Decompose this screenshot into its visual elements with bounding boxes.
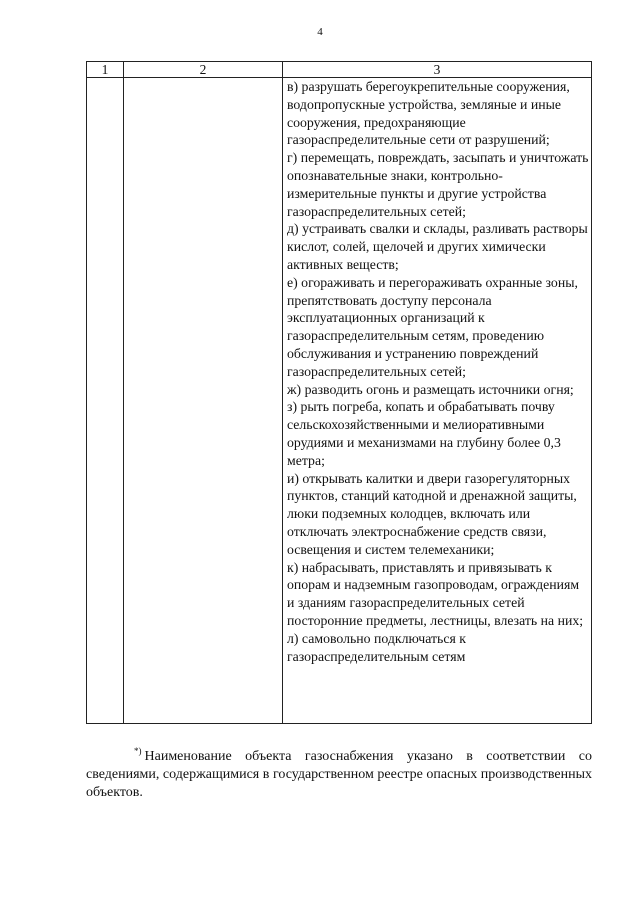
table-row <box>87 78 592 724</box>
footnote-marker: *) <box>134 746 142 756</box>
page-number: 4 <box>317 26 323 38</box>
footnote <box>86 742 592 802</box>
list-item-g: г) перемещать, повреждать, засыпать и уничтожать опознавательные знаки, контрольно-измерительные пункты и другие устройства газораспределительных сетей; <box>287 150 589 219</box>
list-item-l: л) самовольно подключаться к газораспределительным сетям <box>287 630 466 664</box>
list-item-i: и) открывать калитки и двери газорегуляторных пунктов, станций катодной и дренажной защиты, люки подземных колодцев, включать или отключать электроснабжение средств связи, освещения и систем телемеханики; <box>287 470 577 557</box>
list-item-v: в) разрушать берегоукрепительные сооружения, водопропускные устройства, земляные и иные сооружения, предохраняющие газораспределительные сети от разрушений; <box>287 79 570 148</box>
header-cell-3: 3 <box>283 62 592 78</box>
list-item-z: з) рыть погреба, копать и обрабатывать почву сельскохозяйственными и мелиоративными орудиями и механизмами на глубину более 0,3 метра; <box>287 399 561 468</box>
cell-column-2 <box>124 78 283 724</box>
list-item-d: д) устраивать свалки и склады, разливать растворы кислот, солей, щелочей и других химически активных веществ; <box>287 221 588 272</box>
header-cell-2: 2 <box>124 62 283 78</box>
list-item-k: к) набрасывать, приставлять и привязывать к опорам и надземным газопроводам, ограждениям и зданиям газораспределительных сетей посторонние предметы, лестницы, влезать на них; <box>287 559 584 628</box>
cell-column-1 <box>87 78 124 724</box>
list-item-zh: ж) разводить огонь и размещать источники огня; <box>287 381 574 397</box>
table-header-row <box>87 62 592 78</box>
header-cell-1: 1 <box>87 62 124 78</box>
requirements-table <box>86 61 592 724</box>
cell-column-3 <box>283 78 592 724</box>
list-item-e: е) огораживать и перегораживать охранные зоны, препятствовать доступу персонала эксплуатационных организаций к газораспределительным сетям, проведению обслуживания и устранению повреждений газораспределительных сетей; <box>287 274 578 379</box>
footnote-text: Наименование объекта газоснабжения указано в соответствии со сведениями, содержащимися в государственном реестре опасных производственных объектов. <box>86 749 592 800</box>
